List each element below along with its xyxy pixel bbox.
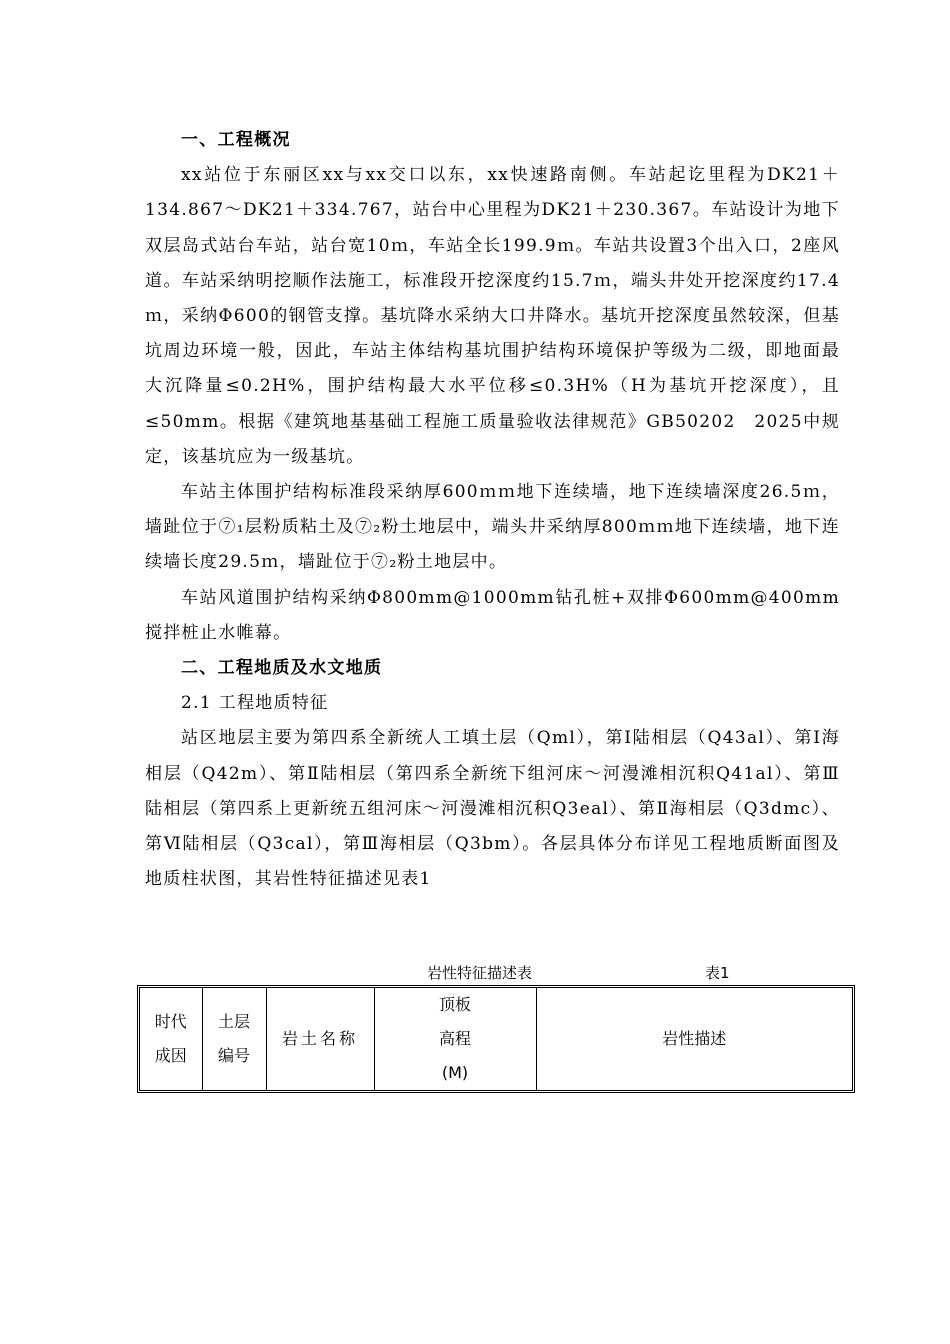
section-heading-geology: 二、工程地质及水文地质	[181, 658, 383, 679]
rock-table	[140, 988, 852, 1090]
paragraph-overview-3: 车站风道围护结构采纳Φ800mm@1000mm钻孔桩+双排Φ600mm@400mm搅拌桩止水帷幕。	[145, 587, 840, 643]
header-roof-elevation-line1: 顶板	[438, 995, 471, 1014]
header-layer-number	[202, 988, 266, 1090]
table-caption	[137, 962, 855, 984]
header-roof-elevation-line3: (M)	[441, 1063, 469, 1082]
paragraph-overview-1: xx站位于东丽区xx与xx交口以东，xx快速路南侧。车站起讫里程为DK21＋134.867～DK21＋334.767，站台中心里程为DK21＋230.367。车站设计为地下双层岛式站台车站，站台宽10ｍ，车站全长199.9ｍ。车站共设置3个出入口，2座风道。车站采纳明挖顺作法施工，标准段开挖深度约15.7ｍ，端头井处开挖深度约17.4ｍ，采纳Φ600的钢管支撑。基坑降水采纳大口井降水。基坑开挖深度虽然较深，但基坑周边环境一般，因此，车站主体结构基坑围护结构环境保护等级为二级，即地面最大沉降量≤0.2H%，围护结构最大水平位移≤0.3H%（H为基坑开挖深度），且≤50mm。根据《建筑地基基础工程施工质量验收法律规范》GB50202 2025中规定，该基坑应为一级基坑。	[145, 165, 840, 467]
section-heading-overview: 一、工程概况	[181, 130, 291, 150]
header-era-origin-line1: 时代	[154, 1012, 187, 1031]
rock-description-table	[137, 985, 855, 1093]
header-layer-number-line2: 编号	[217, 1046, 250, 1065]
paragraph-overview-2: 车站主体围护结构标准段采纳厚600ｍｍ地下连续墙，地下连续墙深度26.5ｍ，墙趾位于⑦₁层粉质粘土及⑦₂粉土地层中，端头井采纳厚800ｍｍ地下连续墙，地下连续墙长度29.5ｍ，墙趾位于⑦₂粉土地层中。	[145, 482, 840, 573]
table-header-row	[140, 988, 852, 1090]
header-layer-number-line1: 土层	[217, 1012, 250, 1031]
document-body	[145, 123, 840, 897]
header-era-origin-line2: 成因	[154, 1046, 187, 1065]
header-roof-elevation-line2: 高程	[438, 1029, 471, 1048]
table-caption-title: 岩性特征描述表	[427, 964, 533, 982]
subsection-heading-geology-features: 2.1 工程地质特征	[181, 693, 329, 714]
table-caption-number: 表1	[705, 964, 730, 982]
header-era-origin	[140, 988, 202, 1090]
header-rock-name: 岩土名称	[266, 988, 374, 1090]
header-lithology-description: 岩性描述	[536, 988, 852, 1090]
header-roof-elevation	[374, 988, 536, 1090]
paragraph-geology: 站区地层主要为第四系全新统人工填土层（Qml），第Ⅰ陆相层（Q43al）、第Ⅰ海相层（Q42m）、第Ⅱ陆相层（第四系全新统下组河床～河漫滩相沉积Q41al）、第Ⅲ陆相层（第四系上更新统五组河床～河漫滩相沉积Q3eal）、第Ⅱ海相层（Q3dmc）、第Ⅵ陆相层（Q3cal），第Ⅲ海相层（Q3bm）。各层具体分布详见工程地质断面图及地质柱状图，其岩性特征描述见表1	[145, 728, 840, 890]
